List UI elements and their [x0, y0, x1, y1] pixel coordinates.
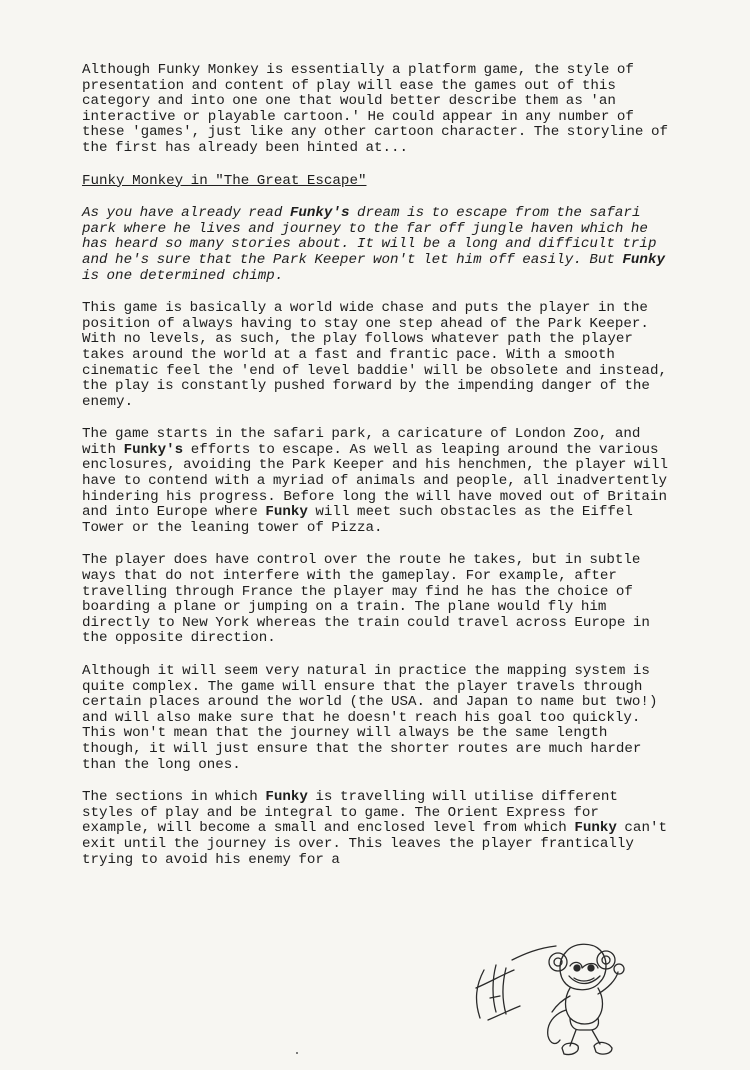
paragraph-intro: Although Funky Monkey is essentially a platform game, the style of presentation and content of play will ease the games out of this category and into one one that would better describe them as 'an interactive or playable cartoon.' He could appear in any number of these 'games', just like any other cartoon character. The storyline of the first has already been hinted at...	[82, 62, 668, 156]
funky-name: Funky	[574, 820, 617, 837]
text-segment: The sections in which	[82, 789, 266, 806]
text-segment: will meet such obstacles as the Eiffel Tower or the leaning tower of Pizza.	[82, 504, 633, 536]
section-heading: Funky Monkey in "The Great Escape"	[82, 172, 367, 189]
paragraph-mapping-system: Although it will seem very natural in practice the mapping system is quite complex. The game will ensure that the player travels through certain places around the world (the USA. and Japan to name but two!) and will also make sure that he doesn't reach his goal too quickly. This won't mean that the journey will always be the same length though, it will just ensure that the shorter routes are much harder than the long ones.	[82, 663, 658, 773]
document-body	[82, 63, 672, 885]
paragraph-route-control: The player does have control over the route he takes, but in subtle ways that do not interfere with the gameplay. For example, after travelling through France the player may find he has the choice of boarding a plane or jumping on a train. The plane would fly him directly to New York whereas the train could travel across Europe in the opposite direction.	[82, 552, 650, 647]
funky-name: Funky	[265, 789, 308, 806]
funky-name: Funky's	[289, 205, 350, 222]
paragraph-story	[82, 206, 672, 284]
funky-name: Funky	[622, 251, 665, 268]
text-segment: can't exit until the journey is over. This leaves the player frantically trying to avoid his enemy for a	[82, 820, 667, 868]
paragraph-chase: This game is basically a world wide chase and puts the player in the position of always having to stay one step ahead of the Park Keeper. With no levels, as such, the play follows whatever path the player takes around the world at a fast and frantic pace. With a smooth cinematic feel the 'end of level baddie' will be obsolete and instead, the play is constantly pushed forward by the impending danger of the enemy.	[82, 300, 667, 410]
text-segment: The game starts in the safari park, a caricature of London Zoo, and with	[82, 426, 641, 458]
monkey-sketch-icon	[466, 940, 636, 1065]
text-segment: is one determined chimp.	[82, 267, 284, 284]
text-segment: efforts to escape. As well as leaping around the various enclosures, avoiding the Park Keeper and his henchmen, the player will have to contend with a myriad of animals and people, all inadvertently hindering his progress. Before long the will have moved out of Britain and into Europe where	[82, 441, 668, 521]
paragraph-safari-park	[82, 427, 672, 536]
paragraph-travel-sections	[82, 790, 672, 868]
text-segment: As you have already read	[82, 205, 290, 222]
funky-name: Funky	[265, 504, 308, 521]
paper-speck	[296, 1052, 298, 1054]
text-segment: is travelling will utilise different styles of play and be integral to game. The Orient Express for example, will become a small and enclosed level from which	[82, 789, 618, 837]
text-segment: dream is to escape from the safari park where he lives and journey to the far off jungle haven which he has heard so many stories about. It will be a long and difficult trip and he's sure that the Park Keeper won't let him off easily. But	[82, 205, 657, 268]
funky-name: Funky's	[123, 441, 184, 458]
